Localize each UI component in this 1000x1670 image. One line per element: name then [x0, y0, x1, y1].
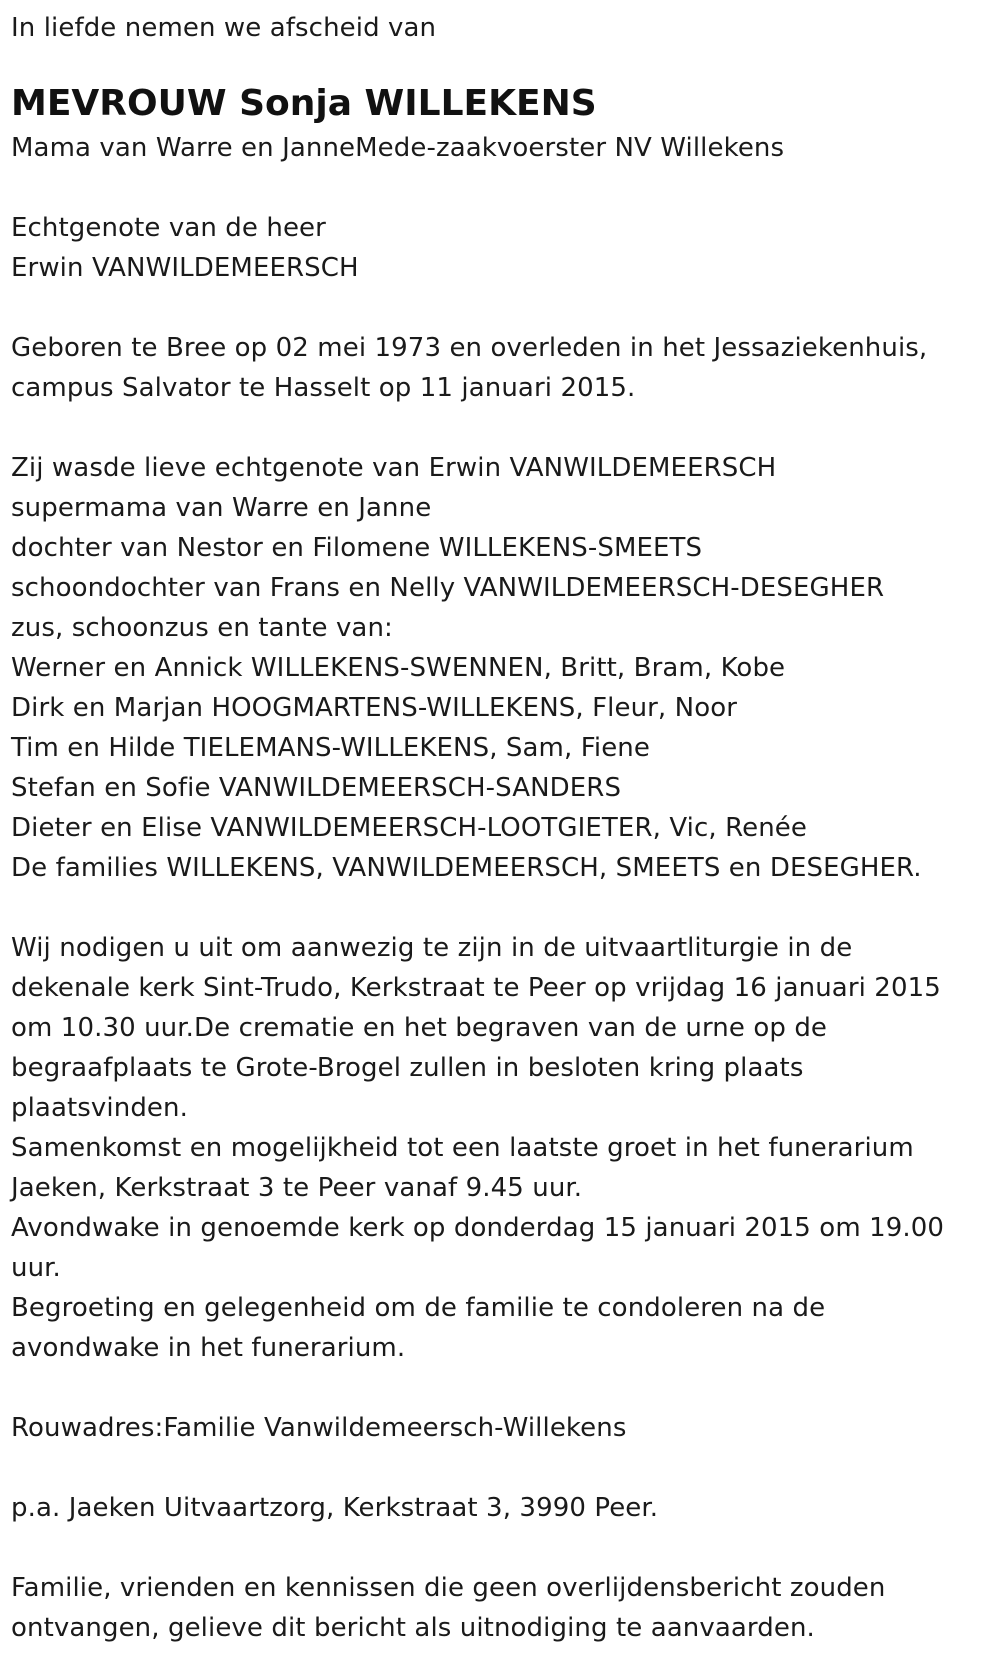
invitation-line: avondwake in het funerarium.	[11, 1333, 406, 1363]
closing-line: Familie, vrienden en kennissen die geen overlijdensbericht zouden	[11, 1573, 886, 1603]
subtitle-text: Mama van Warre en JanneMede-zaakvoerster NV Willekens	[11, 133, 785, 163]
invitation-line: Wij nodigen u uit om aanwezig te zijn in de uitvaartliturgie in de	[11, 933, 853, 963]
invitation-section	[11, 928, 1000, 1368]
spouse-line: Erwin VANWILDEMEERSCH	[11, 253, 359, 283]
invitation-line: om 10.30 uur.De crematie en het begraven van de urne op de	[11, 1013, 828, 1043]
closing-section	[11, 1568, 1000, 1648]
family-line: dochter van Nestor en Filomene WILLEKENS-SMEETS	[11, 533, 703, 563]
spacer	[11, 1528, 1000, 1568]
spacer	[11, 1368, 1000, 1408]
invitation-line: Samenkomst en mogelijkheid tot een laatste groet in het funerarium	[11, 1133, 914, 1163]
birth-line: campus Salvator te Hasselt op 11 januari 2015.	[11, 373, 636, 403]
family-line: Dieter en Elise VANWILDEMEERSCH-LOOTGIETER, Vic, Renée	[11, 813, 807, 843]
family-line: supermama van Warre en Janne	[11, 493, 432, 523]
deceased-name: MEVROUW Sonja WILLEKENS	[11, 83, 597, 124]
family-line: Dirk en Marjan HOOGMARTENS-WILLEKENS, Fleur, Noor	[11, 693, 738, 723]
invitation-line: begraafplaats te Grote-Brogel zullen in besloten kring plaats	[11, 1053, 804, 1083]
mourning-address: Rouwadres:Familie Vanwildemeersch-Willekens	[11, 1413, 627, 1443]
family-line: Werner en Annick WILLEKENS-SWENNEN, Britt, Bram, Kobe	[11, 653, 786, 683]
postal-address: p.a. Jaeken Uitvaartzorg, Kerkstraat 3, 3990 Peer.	[11, 1493, 659, 1523]
family-line: Tim en Hilde TIELEMANS-WILLEKENS, Sam, Fiene	[11, 733, 650, 763]
invitation-line: Avondwake in genoemde kerk op donderdag 15 januari 2015 om 19.00	[11, 1213, 945, 1243]
spacer	[11, 1448, 1000, 1488]
family-line: De families WILLEKENS, VANWILDEMEERSCH, SMEETS en DESEGHER.	[11, 853, 922, 883]
spacer	[11, 168, 1000, 208]
invitation-line: dekenale kerk Sint-Trudo, Kerkstraat te Peer op vrijdag 16 januari 2015	[11, 973, 941, 1003]
birth-section	[11, 328, 1000, 408]
invitation-line: uur.	[11, 1253, 61, 1283]
intro-text: In liefde nemen we afscheid van	[11, 13, 437, 43]
invitation-line: plaatsvinden.	[11, 1093, 188, 1123]
family-section	[11, 448, 1000, 888]
invitation-line: Begroeting en gelegenheid om de familie te condoleren na de	[11, 1293, 826, 1323]
invitation-line: Jaeken, Kerkstraat 3 te Peer vanaf 9.45 uur.	[11, 1173, 583, 1203]
family-line: Zij wasde lieve echtgenote van Erwin VANWILDEMEERSCH	[11, 453, 777, 483]
spouse-section	[11, 208, 1000, 288]
spacer	[11, 288, 1000, 328]
spouse-line: Echtgenote van de heer	[11, 213, 326, 243]
spacer	[11, 408, 1000, 448]
family-line: schoondochter van Frans en Nelly VANWILDEMEERSCH-DESEGHER	[11, 573, 885, 603]
family-line: Stefan en Sofie VANWILDEMEERSCH-SANDERS	[11, 773, 622, 803]
spacer	[11, 888, 1000, 928]
birth-line: Geboren te Bree op 02 mei 1973 en overleden in het Jessaziekenhuis,	[11, 333, 928, 363]
family-line: zus, schoonzus en tante van:	[11, 613, 393, 643]
closing-line: ontvangen, gelieve dit bericht als uitnodiging te aanvaarden.	[11, 1613, 815, 1643]
